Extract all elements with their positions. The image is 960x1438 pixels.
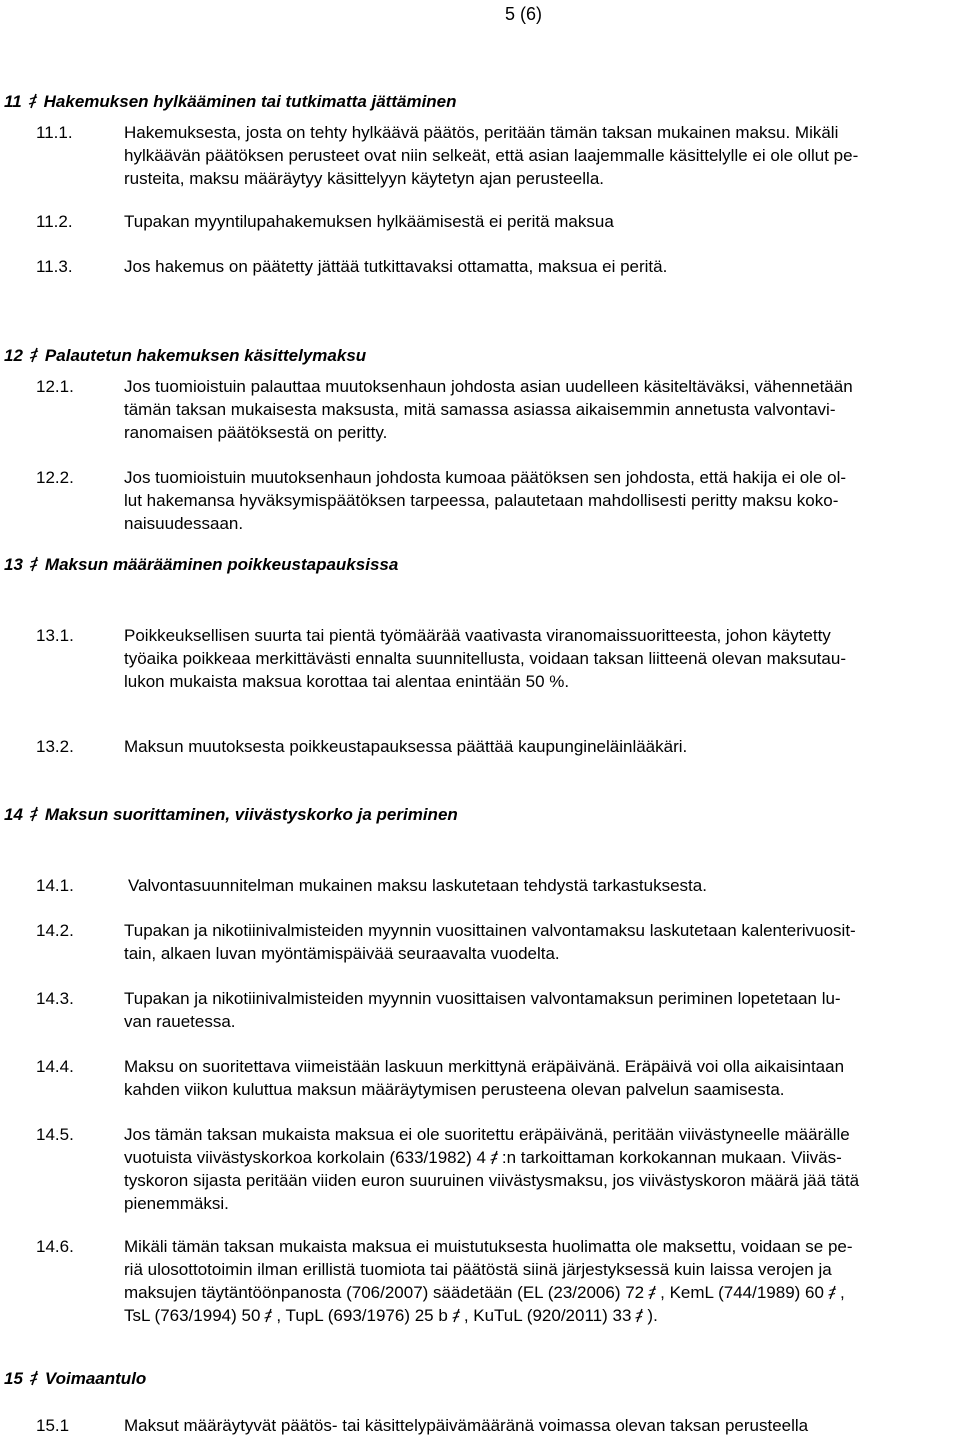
text-line: Tupakan ja nikotiinivalmisteiden myynnin vuosittaisen valvontamaksun periminen lopetetaan lu- (124, 989, 841, 1008)
section-number: 12 (4, 346, 23, 365)
clause-number: 12.2. (36, 468, 74, 487)
text-fragment: TsL (763/1994) 50 (124, 1306, 261, 1325)
section-heading-14 (4, 804, 458, 826)
text-line: Tupakan ja nikotiinivalmisteiden myynnin vuosittainen valvontamaksu laskutetaan kalenterivuosit- (124, 921, 856, 940)
text-line: Jos tämän taksan mukaista maksua ei ole suoritettu eräpäivänä, peritään viivästyneelle määrälle (124, 1125, 850, 1144)
clause-text (124, 735, 954, 758)
text-line: hylkäävän päätöksen perusteet ovat niin selkeät, että asian laajemmalle käsittelylle ei ole ollut pe- (124, 146, 859, 165)
clause-text (124, 624, 954, 693)
section-number: 14 (4, 805, 23, 824)
section-title: Maksun suorittaminen, viivästyskorko ja periminen (44, 805, 458, 824)
section-sign-icon (28, 93, 38, 109)
text-line: van rauetessa. (124, 1012, 236, 1031)
section-number: 13 (4, 555, 23, 574)
text-line: tyskoron sijasta peritään viiden euron suuruinen viivästysmaksu, jos viivästyskoron määrä jää tätä (124, 1171, 860, 1190)
section-heading-15 (4, 1368, 146, 1390)
section-sign-icon (490, 1150, 499, 1165)
text-line: riä ulosottotoimin ilman erillistä tuomiota tai päätöstä siinä järjestyksessä kuin laissa verojen ja (124, 1260, 832, 1279)
section-sign-icon (635, 1308, 644, 1323)
text-fragment: maksujen täytäntöönpanosta (706/2007) säädetään (EL (23/2006) 72 (124, 1283, 645, 1302)
text-line: rusteita, maksu määräytyy käsittelyyn käytetyn ajan perusteella. (124, 169, 604, 188)
section-heading-12 (4, 345, 366, 367)
clause-number: 14.2. (36, 921, 74, 940)
text-line: Maksun muutoksesta poikkeustapauksessa päättää kaupungineläinlääkäri. (124, 737, 688, 756)
clause-text (124, 375, 954, 444)
text-fragment: :n tarkoittaman korkokannan mukaan. Viiväs- (501, 1148, 842, 1167)
text-fragment: ). (647, 1306, 658, 1325)
clause-number: 12.1. (36, 377, 74, 396)
clause-number: 11.2. (36, 212, 73, 231)
clause-text (124, 121, 954, 190)
text-line: Jos tuomioistuin muutoksenhaun johdosta kumoaa päätöksen sen johdosta, että hakija ei ole ol- (124, 468, 847, 487)
text-line: Maksu on suoritettava viimeistään laskuun merkittynä eräpäivänä. Eräpäivä voi olla aikaisintaan (124, 1057, 845, 1076)
section-sign-icon (264, 1308, 273, 1323)
clause-number: 14.3. (36, 989, 74, 1008)
clause-number: 15.1 (36, 1416, 70, 1435)
clause-text (124, 1123, 954, 1215)
clause-text (124, 210, 954, 233)
text-line: kahden viikon kuluttua maksun määräytymisen perusteena olevan palvelun saamisesta. (124, 1080, 785, 1099)
text-line (124, 1146, 954, 1169)
section-number: 15 (4, 1369, 23, 1388)
clause-text (128, 874, 958, 897)
clause-number: 14.6. (36, 1237, 74, 1256)
section-sign-icon (452, 1308, 461, 1323)
text-line: lut hakemansa hyväksymispäätöksen tarpeessa, palautetaan mahdollisesti peritty maksu koko- (124, 491, 839, 510)
page-number: 5 (6) (505, 4, 543, 24)
text-line: Jos tuomioistuin palauttaa muutoksenhaun johdosta asian uudelleen käsiteltäväksi, vähennetään (124, 377, 853, 396)
clause-text (124, 1055, 954, 1101)
clause-text (124, 1414, 954, 1437)
section-title: Hakemuksen hylkääminen tai tutkimatta jättäminen (43, 92, 457, 111)
clause-number: 14.5. (36, 1125, 74, 1144)
text-line: tämän taksan mukaisesta maksusta, mitä samassa asiassa aikaisemmin annetusta valvontavi- (124, 400, 836, 419)
clause-number: 11.3. (36, 257, 73, 276)
text-line: naisuudessaan. (124, 514, 244, 533)
text-fragment: , (839, 1283, 845, 1302)
clause-text (124, 466, 954, 535)
clause-number: 14.4. (36, 1057, 74, 1076)
text-line: lukon mukaista maksua korottaa tai alentaa enintään 50 %. (124, 672, 570, 691)
text-line: tain, alkaen luvan myöntämispäivää seuraavalta vuodelta. (124, 944, 560, 963)
text-line (124, 1281, 954, 1304)
section-title: Maksun määrääminen poikkeustapauksissa (44, 555, 399, 574)
text-line: Poikkeuksellisen suurta tai pientä työmäärää vaativasta viranomaissuoritteesta, johon käytetty (124, 626, 831, 645)
section-number: 11 (4, 92, 22, 111)
text-line: Valvontasuunnitelman mukainen maksu laskutetaan tehdystä tarkastuksesta. (128, 876, 707, 895)
clause-text (124, 255, 954, 278)
text-line: Maksut määräytyvät päätös- tai käsittelypäivämääränä voimassa olevan taksan perusteella (124, 1416, 809, 1435)
section-sign-icon (29, 347, 39, 363)
text-fragment: , KemL (744/1989) 60 (660, 1283, 824, 1302)
text-line: Hakemuksesta, josta on tehty hylkäävä päätös, peritään tämän taksan mukainen maksu. Mikäli (124, 123, 839, 142)
clause-number: 14.1. (36, 876, 74, 895)
clause-text (124, 919, 954, 965)
text-line: pienemmäksi. (124, 1194, 229, 1213)
section-title: Palautetun hakemuksen käsittelymaksu (44, 346, 367, 365)
text-line (124, 1304, 954, 1327)
section-sign-icon (648, 1285, 657, 1300)
text-fragment: , TupL (693/1976) 25 b (276, 1306, 448, 1325)
section-title: Voimaantulo (44, 1369, 147, 1388)
section-heading-11 (4, 91, 457, 113)
section-sign-icon (29, 1370, 39, 1386)
text-line: Tupakan myyntilupahakemuksen hylkäämisestä ei peritä maksua (124, 212, 614, 231)
section-sign-icon (29, 806, 39, 822)
text-line: ranomaisen päätöksestä on peritty. (124, 423, 388, 442)
clause-number: 13.2. (36, 737, 74, 756)
text-line: Mikäli tämän taksan mukaista maksua ei muistutuksesta huolimatta ole maksettu, voidaan se pe- (124, 1237, 853, 1256)
clause-text (124, 987, 954, 1033)
clause-number: 13.1. (36, 626, 74, 645)
text-line: Jos hakemus on päätetty jättää tutkittavaksi ottamatta, maksua ei peritä. (124, 257, 668, 276)
clause-number: 11.1. (36, 123, 73, 142)
section-heading-13 (4, 554, 398, 576)
section-sign-icon (828, 1285, 837, 1300)
text-fragment: , KuTuL (920/2011) 33 (463, 1306, 632, 1325)
text-line: työaika poikkeaa merkittävästi ennalta suunnitellusta, voidaan taksan liitteenä olevan maksutau- (124, 649, 846, 668)
text-fragment: vuotuista viivästyskorkoa korkolain (633/1982) 4 (124, 1148, 486, 1167)
clause-text (124, 1235, 954, 1327)
section-sign-icon (29, 556, 39, 572)
